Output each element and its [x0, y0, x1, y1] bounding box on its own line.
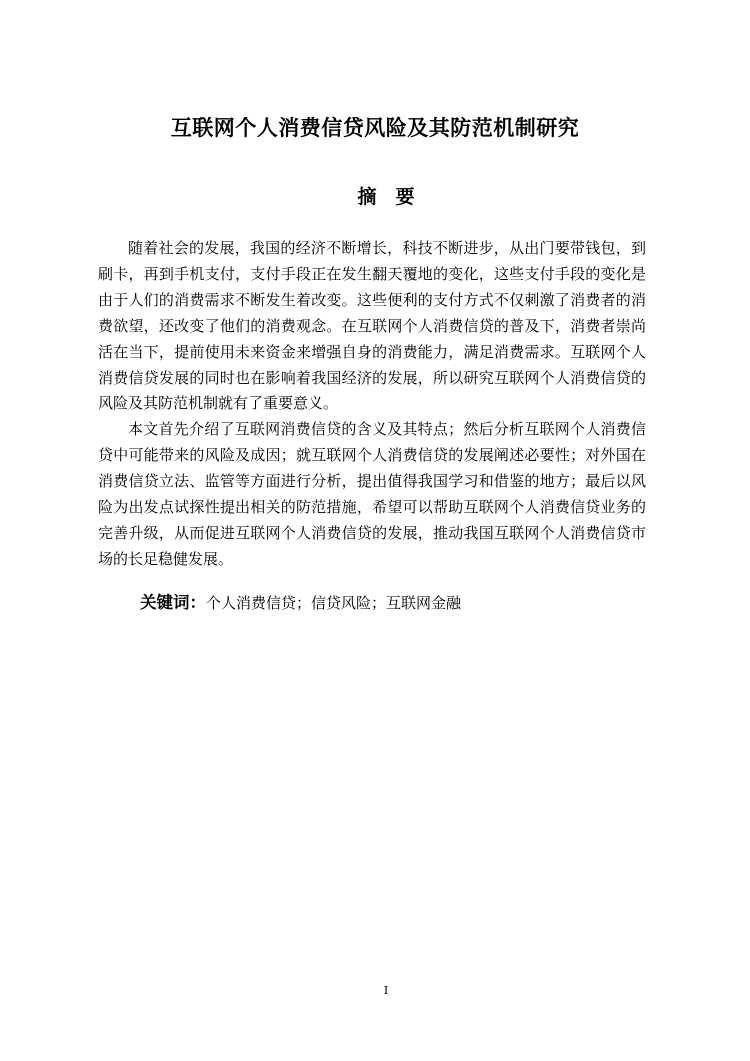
abstract-paragraph-1: 随着社会的发展，我国的经济不断增长，科技不断进步，从出门要带钱包，到刷卡，再到手机支付，支付手段正在发生翻天覆地的变化，这些支付手段的变化是由于人们的消费需求不断发生着改变。这些便利的支付方式不仅刺激了消费者的消费欲望，还改变了他们的消费观念。在互联网个人消费信贷的普及下，消费者崇尚活在当下，提前使用未来资金来增强自身的消费能力，满足消费需求。互联网个人消费信贷发展的同时也在影响着我国经济的发展，所以研究互联网个人消费信贷的风险及其防范机制就有了重要意义。: [98, 239, 646, 413]
abstract-paragraph-2: 本文首先介绍了互联网消费信贷的含义及其特点；然后分析互联网个人消费信贷中可能带来的风险及成因；就互联网个人消费信贷的发展阐述必要性；对外国在消费信贷立法、监管等方面进行分析，提出值得我国学习和借鉴的地方；最后以风险为出发点试探性提出相关的防范措施，希望可以帮助互联网个人消费信贷业务的完善升级，从而促进互联网个人消费信贷的发展，推动我国互联网个人消费信贷市场的长足稳健发展。: [98, 420, 646, 568]
abstract-heading: 摘 要: [357, 186, 415, 208]
abstract-body: [98, 236, 646, 573]
document-title: 互联网个人消费信贷风险及其防范机制研究: [170, 116, 580, 140]
keywords-line: [140, 591, 660, 615]
keywords-list: 个人消费信贷；信贷风险；互联网金融: [206, 594, 462, 612]
page-number: I: [383, 984, 389, 997]
keywords-label: 关键词：: [140, 593, 206, 612]
